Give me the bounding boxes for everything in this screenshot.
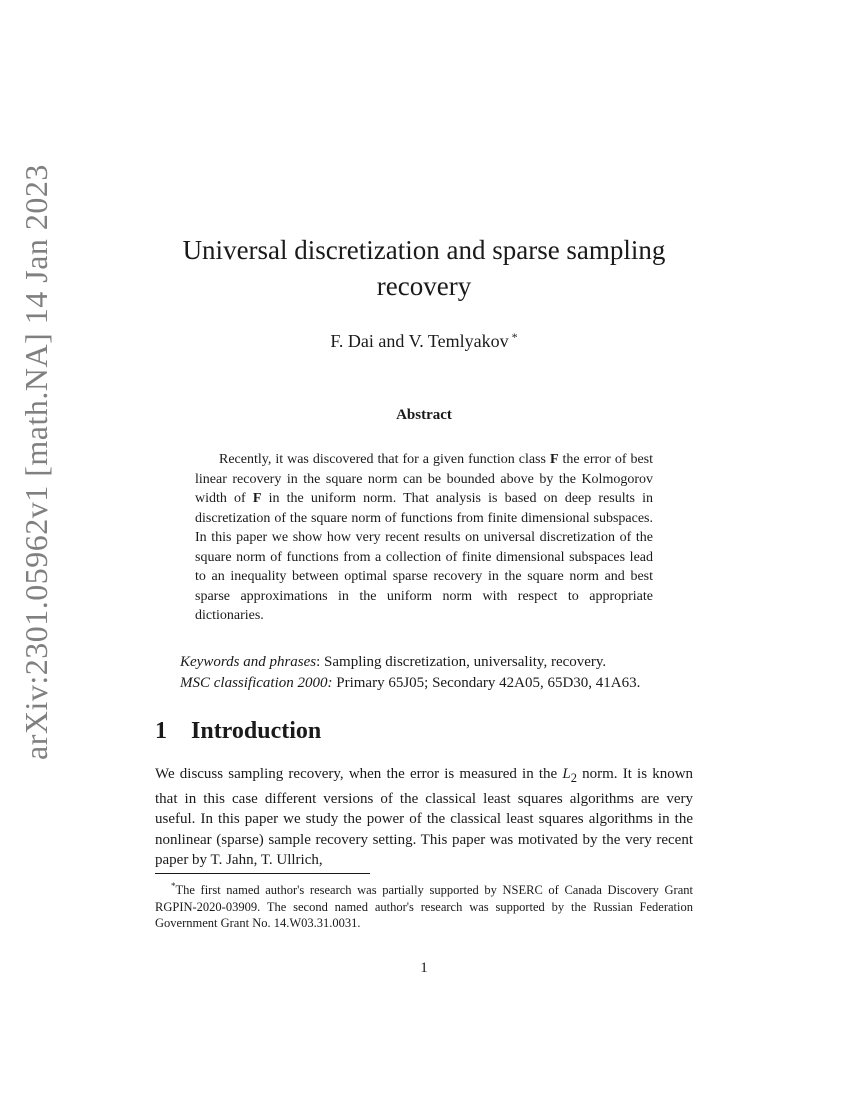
section-number: 1	[155, 718, 167, 744]
class-symbol: F	[252, 491, 262, 506]
author-names: F. Dai and V. Temlyakov	[330, 331, 509, 351]
abstract-text	[195, 450, 653, 626]
section-title: Introduction	[191, 718, 322, 744]
intro-paragraph	[155, 764, 693, 871]
norm-symbol: L	[562, 766, 571, 782]
intro-text-part: norm. It is known that in this case different versions of the classical least squares algorithms are very useful. In this paper we study the power of the classical least squares algorithms in the nonlinear (sparse) sample recovery setting. This paper was motivated by the very recent paper by T. Jahn, T. Ullrich,	[155, 766, 694, 868]
norm-subscript: 2	[570, 771, 577, 785]
msc-line	[180, 673, 700, 694]
authors	[150, 325, 698, 353]
abstract-text-part: the error of best linear recovery in the square norm can be bounded above by the Kolmogorov width of	[195, 452, 654, 506]
abstract-text-part: in the uniform norm. That analysis is based on deep results in discretization of the square norm of functions from finite dimensional subspaces. In this paper we show how very recent results on universal discretization of the square norm of functions from a collection of finite dimensional subspaces lead to an inequality between optimal sparse recovery in the square norm and best sparse approximations in the uniform norm with respect to appropriate dictionaries.	[195, 491, 654, 623]
footnote-mark: *	[171, 881, 176, 891]
section-heading	[155, 718, 321, 745]
footnote	[155, 878, 693, 932]
footnote-text: The first named author's research was partially supported by NSERC of Canada Discovery Grant RGPIN-2020-03909. The second named author's research was supported by the Russian Federation Government Grant No. 14.W03.31.0031.	[155, 883, 693, 931]
class-symbol: F	[549, 452, 559, 467]
keywords-text: Sampling discretization, universality, recovery.	[324, 654, 607, 670]
abstract-text-part: Recently, it was discovered that for a given function class	[219, 452, 546, 467]
paper-title: Universal discretization and sparse sampling recovery	[182, 235, 666, 301]
footnote-rule	[155, 873, 370, 874]
page-number: 1	[420, 960, 428, 976]
author-footnote-mark: *	[511, 330, 518, 344]
msc-text: Primary 65J05; Secondary 42A05, 65D30, 41A63.	[336, 675, 641, 691]
arxiv-stamp: arXiv:2301.05962v1 [math.NA] 14 Jan 2023	[18, 164, 54, 760]
keywords-label: Keywords and phrases	[180, 654, 317, 670]
keywords-line	[180, 652, 700, 673]
msc-label: MSC classification 2000:	[180, 675, 333, 691]
abstract-heading: Abstract	[396, 407, 452, 423]
keywords-block	[180, 652, 700, 694]
keywords-separator: :	[316, 654, 321, 670]
intro-text-part: We discuss sampling recovery, when the error is measured in the	[155, 766, 558, 782]
